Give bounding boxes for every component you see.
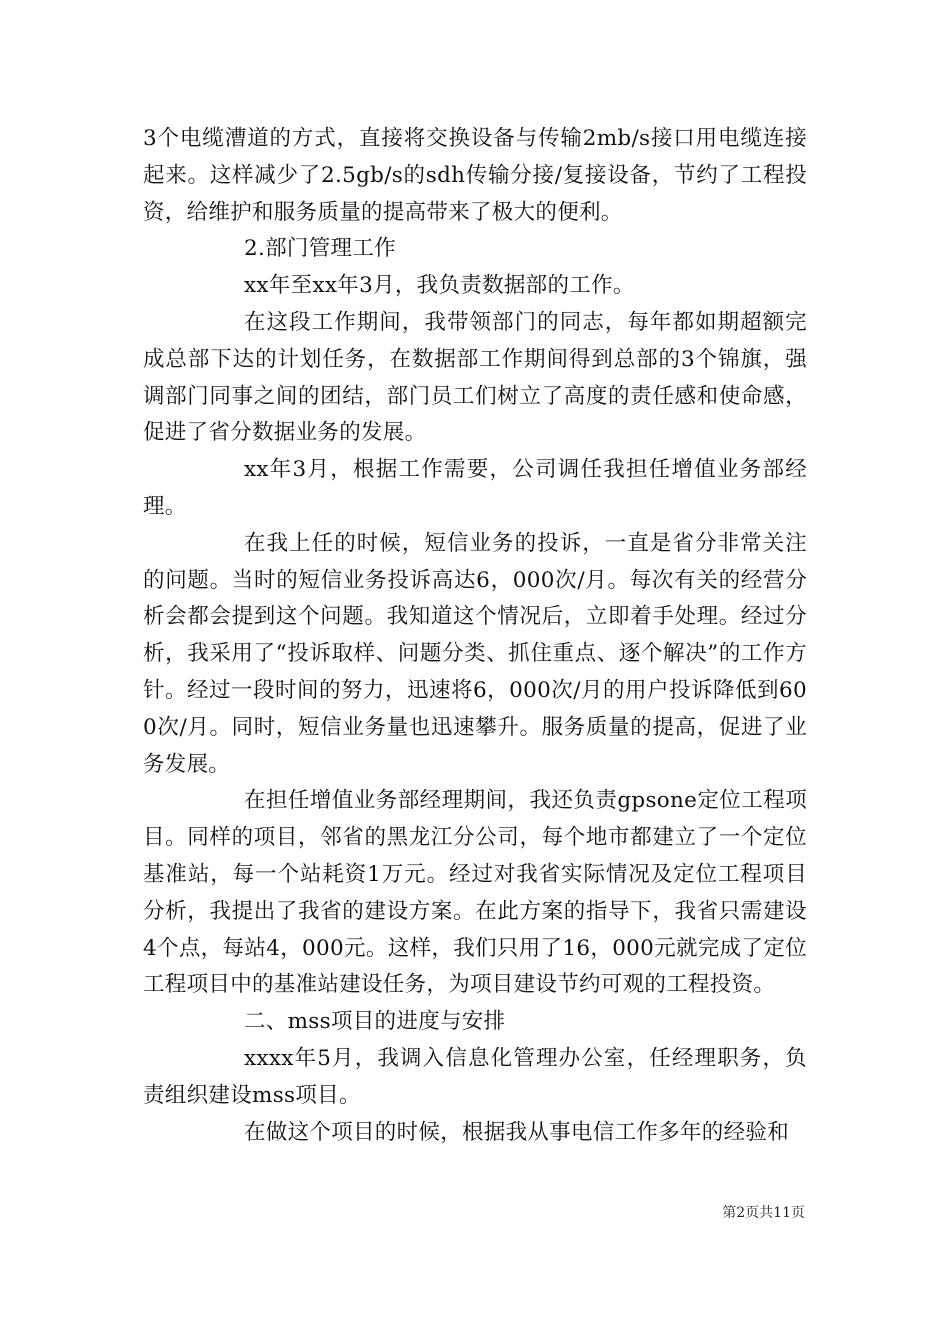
paragraph-4: 在这段工作期间，我带领部门的同志，每年都如期超额完成总部下达的计划任务，在数据部工作期间得到总部的3个锦旗，强调部门同事之间的团结，部门员工们树立了高度的责任感和使命感，促进了省分数据业务的发展。	[143, 309, 807, 446]
paragraph-6: 在我上任的时候，短信业务的投诉，一直是省分非常关注的问题。当时的短信业务投诉高达6，000次/月。每次有关的经营分析会都会提到这个问题。我知道这个情况后，立即着手处理。经过分析，我采用了“投诉取样、问题分类、抓住重点、逐个解决”的工作方针。经过一段时间的努力，迅速将6，000次/月的用户投诉降低到600次/月。同时，短信业务量也迅速攀升。服务质量的提高，促进了业务发展。	[143, 530, 807, 777]
paragraph-3: xx年至xx年3月，我负责数据部的工作。	[244, 273, 635, 299]
section-heading-mss-project: 二、mss项目的进度与安排	[244, 1009, 506, 1035]
paragraph-10: 在做这个项目的时候，根据我从事电信工作多年的经验和	[244, 1119, 790, 1145]
paragraph-5: xx年3月，根据工作需要，公司调任我担任增值业务部经理。	[143, 457, 807, 519]
page-number: 第2页共11页	[722, 1205, 805, 1221]
body-text	[143, 121, 807, 1151]
paragraph-1: 3个电缆漕道的方式，直接将交换设备与传输2mb/s接口用电缆连接起来。这样减少了2.5gb/s的sdh传输分接/复接设备，节约了工程投资，给维护和服务质量的提高带来了极大的便利。	[143, 126, 807, 225]
paragraph-9: xxxx年5月，我调入信息化管理办公室，任经理职务，负责组织建设mss项目。	[143, 1045, 807, 1108]
section-heading-dept-management: 2.部门管理工作	[244, 236, 396, 262]
paragraph-7: 在担任增值业务部经理期间，我还负责gpsone定位工程项目。同样的项目，邻省的黑龙江分公司，每个地市都建立了一个定位基准站，每一个站耗资1万元。经过对我省实际情况及定位工程项目分析，我提出了我省的建设方案。在此方案的指导下，我省只需建设4个点，每站4，000元。这样，我们只用了16，000元就完成了定位工程项目中的基准站建设任务，为项目建设节约可观的工程投资。	[143, 788, 807, 998]
